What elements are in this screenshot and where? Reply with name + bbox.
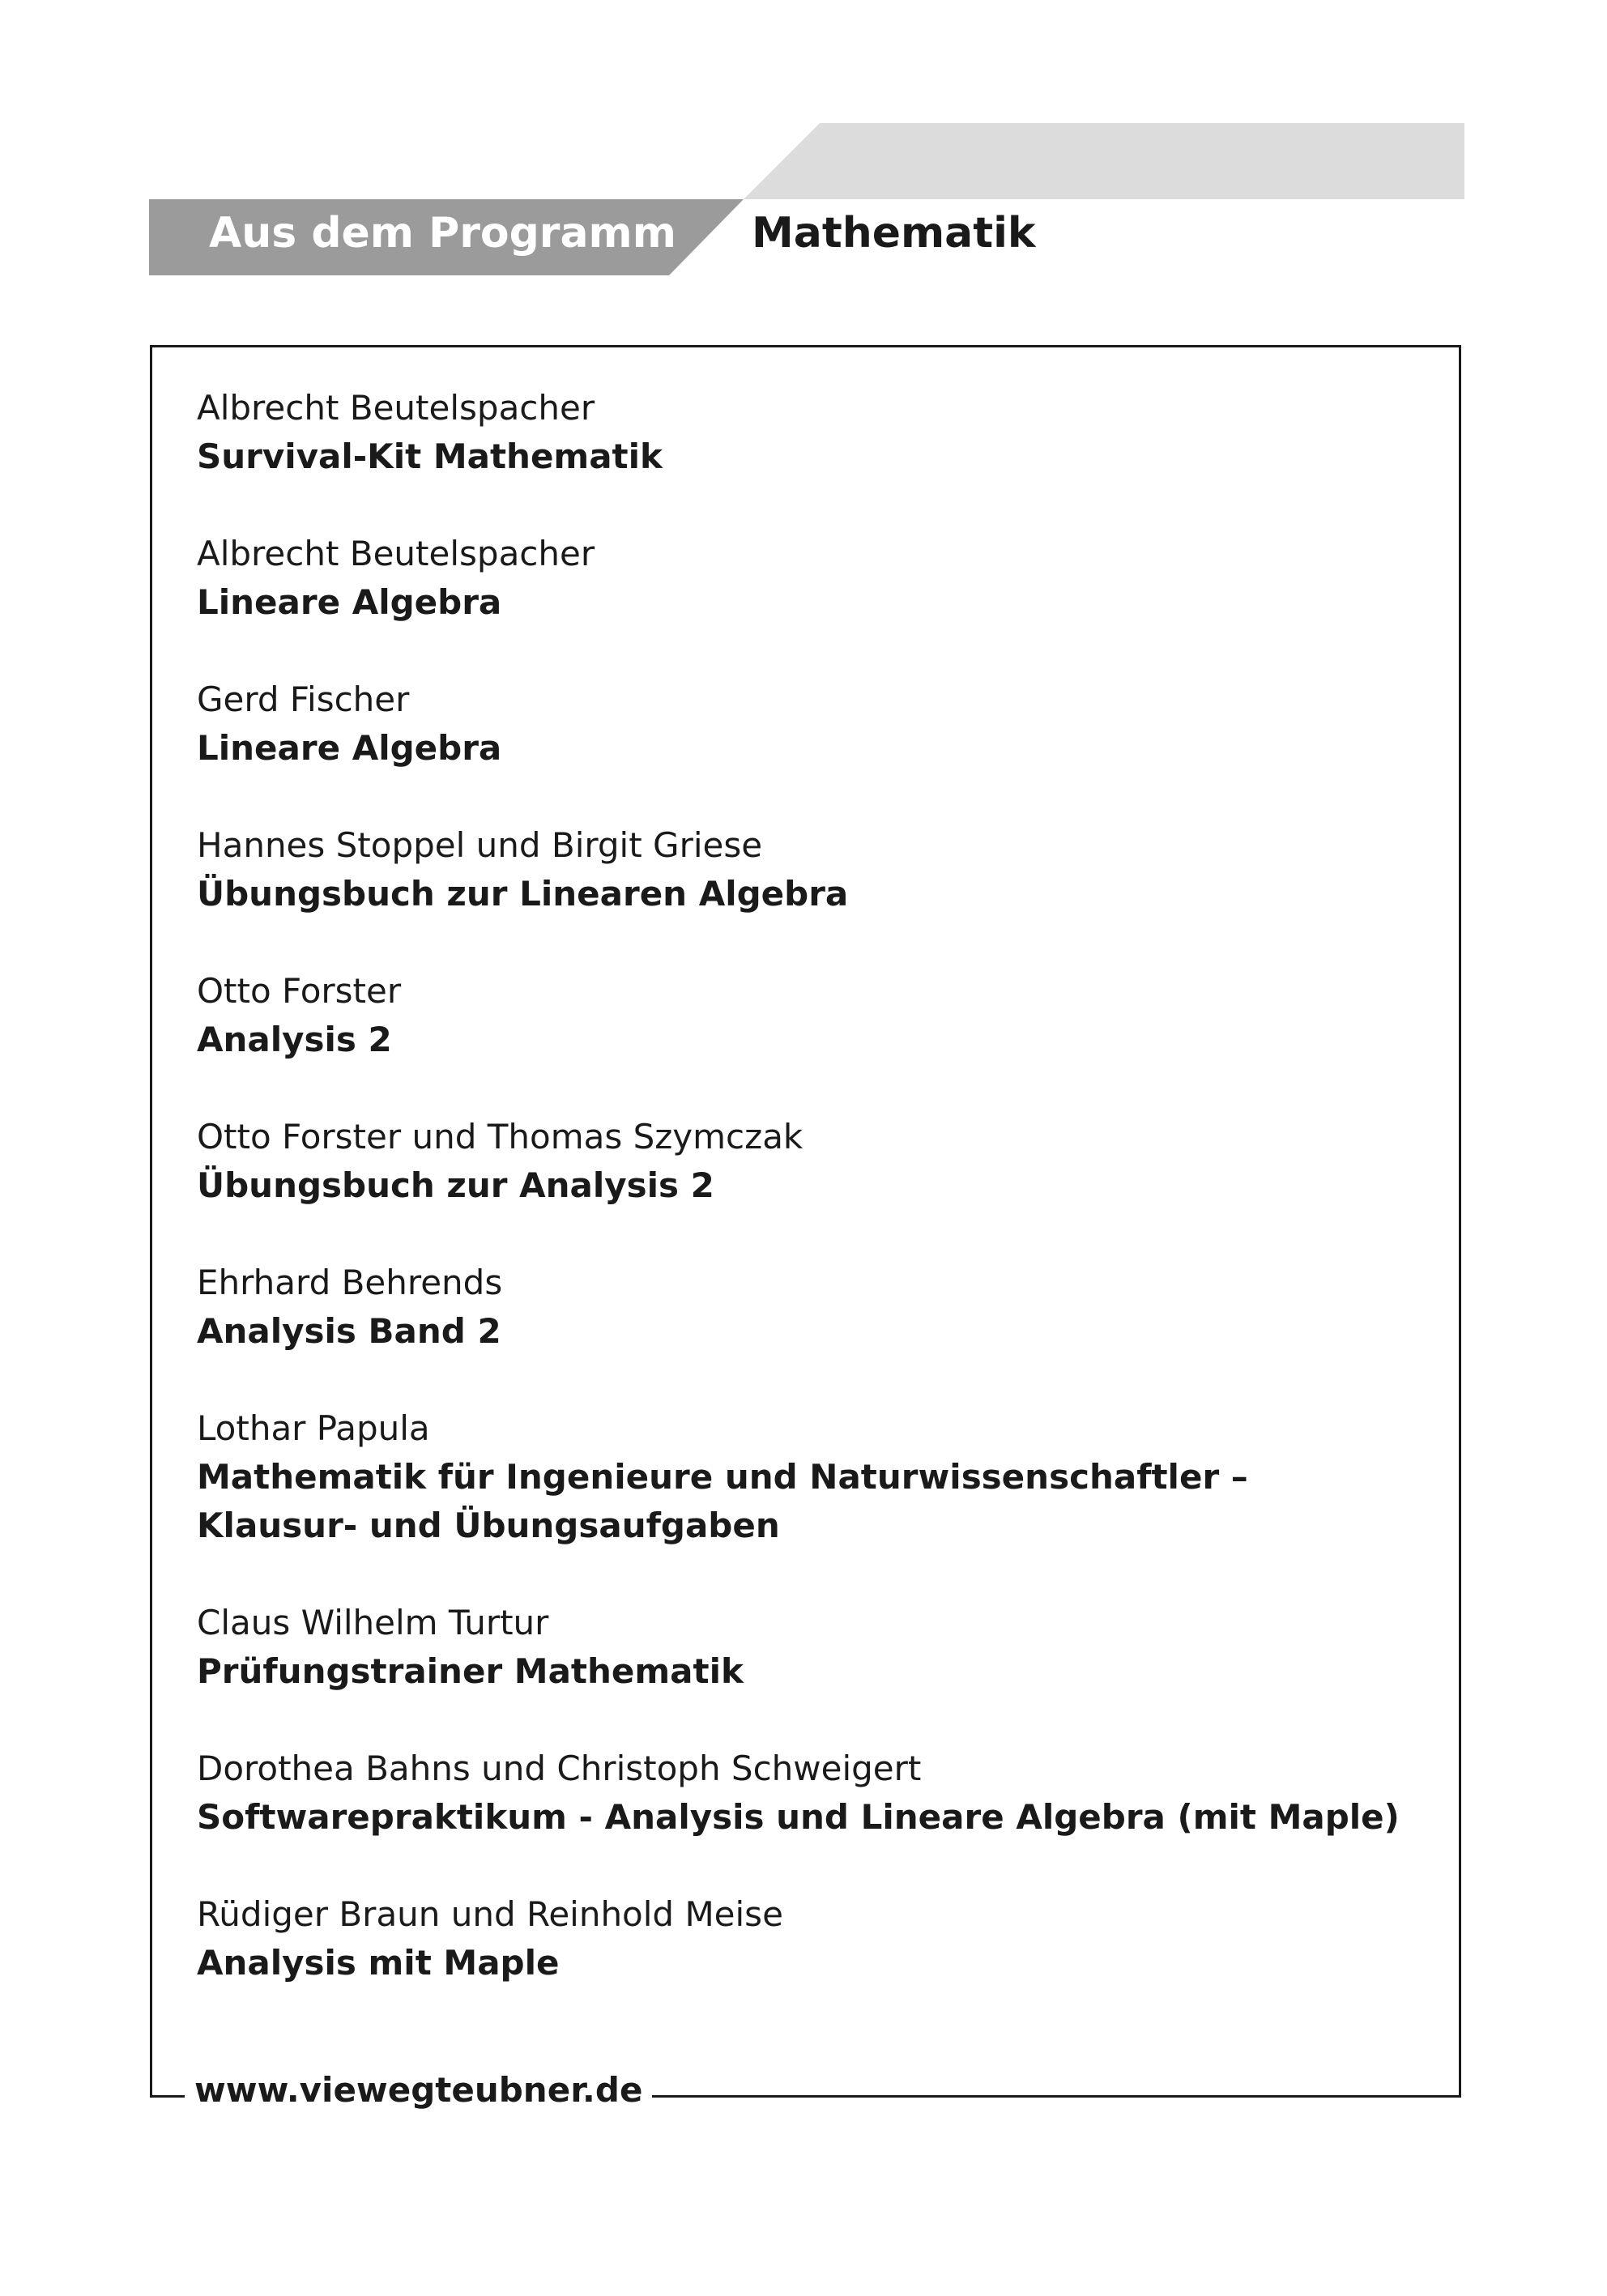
website-link[interactable]: www.viewegteubner.de <box>185 2068 652 2113</box>
book-entry <box>197 675 1428 773</box>
program-label: Aus dem Programm <box>209 209 676 258</box>
book-author: Gerd Fischer <box>197 679 410 719</box>
book-author: Otto Forster und Thomas Szymczak <box>197 1117 804 1157</box>
book-author: Albrecht Beutelspacher <box>197 388 595 428</box>
subject-label: Mathematik <box>752 209 1036 258</box>
book-entry <box>197 1744 1428 1842</box>
book-entry <box>197 384 1428 481</box>
book-author: Dorothea Bahns und Christoph Schweigert <box>197 1749 922 1788</box>
book-entry <box>197 821 1428 918</box>
book-title: Mathematik für Ingenieure und Naturwissenschaftler – Klausur- und Übungsaufgaben <box>197 1457 1248 1545</box>
book-title: Analysis 2 <box>197 1020 392 1059</box>
book-title: Prüfungstrainer Mathematik <box>197 1651 744 1691</box>
book-author: Rüdiger Braun und Reinhold Meise <box>197 1894 783 1934</box>
book-author: Claus Wilhelm Turtur <box>197 1603 549 1642</box>
book-author: Albrecht Beutelspacher <box>197 534 595 573</box>
book-title: Analysis mit Maple <box>197 1943 560 1983</box>
book-list <box>197 384 1428 2036</box>
book-author: Otto Forster <box>197 971 402 1011</box>
book-entry <box>197 1890 1428 1987</box>
book-title: Analysis Band 2 <box>197 1311 501 1351</box>
book-entry <box>197 1404 1428 1550</box>
book-title: Lineare Algebra <box>197 582 502 622</box>
book-entry <box>197 1599 1428 1696</box>
book-entry <box>197 967 1428 1064</box>
book-title: Softwarepraktikum - Analysis und Lineare Algebra (mit Maple) <box>197 1797 1400 1837</box>
book-author: Hannes Stoppel und Birgit Griese <box>197 825 763 865</box>
book-title: Lineare Algebra <box>197 728 502 768</box>
book-author: Ehrhard Behrends <box>197 1263 503 1302</box>
banner-light-band <box>744 123 1464 199</box>
book-entry <box>197 1113 1428 1210</box>
book-title: Survival-Kit Mathematik <box>197 437 663 476</box>
book-author: Lothar Papula <box>197 1408 430 1448</box>
book-entry <box>197 1259 1428 1356</box>
book-title: Übungsbuch zur Linearen Algebra <box>197 874 849 914</box>
book-entry <box>197 530 1428 627</box>
book-title: Übungsbuch zur Analysis 2 <box>197 1165 714 1205</box>
